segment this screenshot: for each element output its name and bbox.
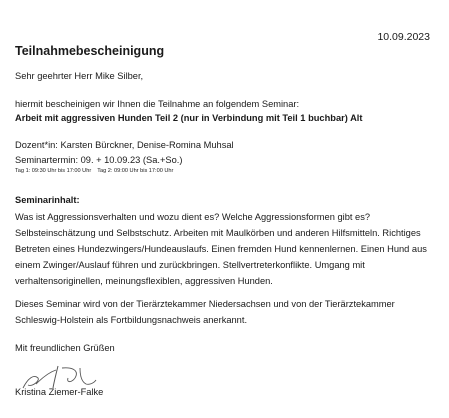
content-line: Was ist Aggressionsverhalten und wozu dient es? Welche Aggressionsformen gibt es?: [15, 212, 371, 222]
day-times: [15, 167, 173, 175]
content-paragraph: [15, 209, 427, 289]
day-time-2: Tag 2: 09:00 Uhr bis 17:00 Uhr: [97, 168, 174, 174]
closing-text: Mit freundlichen Grüßen: [15, 343, 115, 353]
recognition-line: Schleswig-Holstein als Fortbildungsnachweis anerkannt.: [15, 315, 248, 325]
seminar-dates: Seminartermin: 09. + 10.09.23 (Sa.+So.): [15, 155, 183, 165]
content-line: verhaltensoriginellen, meinungsflexiblen, aggressiven Hunden.: [15, 276, 273, 286]
day-time-1: Tag 1: 09:30 Uhr bis 17:00 Uhr: [15, 168, 92, 174]
lecturers: Dozent*in: Karsten Bürckner, Denise-Romina Muhsal: [15, 140, 234, 150]
signature-name: Kristina Ziemer-Falke: [15, 387, 104, 397]
intro-text: hiermit bescheinigen wir Ihnen die Teilnahme an folgendem Seminar:: [15, 99, 300, 109]
content-line: einem Zwinger/Auslauf führen und zurückbringen. Stellvertreterkonflikte. Umgang mit: [15, 260, 365, 270]
content-line: Selbsteinschätzung und Selbstschutz. Arbeiten mit Maulkörben und anderen Hilfsmitteln. Richtiges: [15, 228, 421, 238]
recognition-line: Dieses Seminar wird von der Tierärztekammer Niedersachsen und von der Tierärztekammer: [15, 299, 395, 309]
document-date: 10.09.2023: [377, 31, 430, 43]
recognition-paragraph: [15, 296, 395, 328]
salutation: Sehr geehrter Herr Mike Silber,: [15, 71, 144, 81]
content-heading: Seminarinhalt:: [15, 195, 80, 205]
content-line: Betreten eines Hundezwingers/Hundeauslaufs. Einen fremden Hund kennenlernen. Einen Hund aus: [15, 244, 427, 254]
seminar-title: Arbeit mit aggressiven Hunden Teil 2 (nur in Verbindung mit Teil 1 buchbar) Alt: [15, 113, 363, 123]
document-title: Teilnahmebescheinigung: [15, 44, 165, 58]
